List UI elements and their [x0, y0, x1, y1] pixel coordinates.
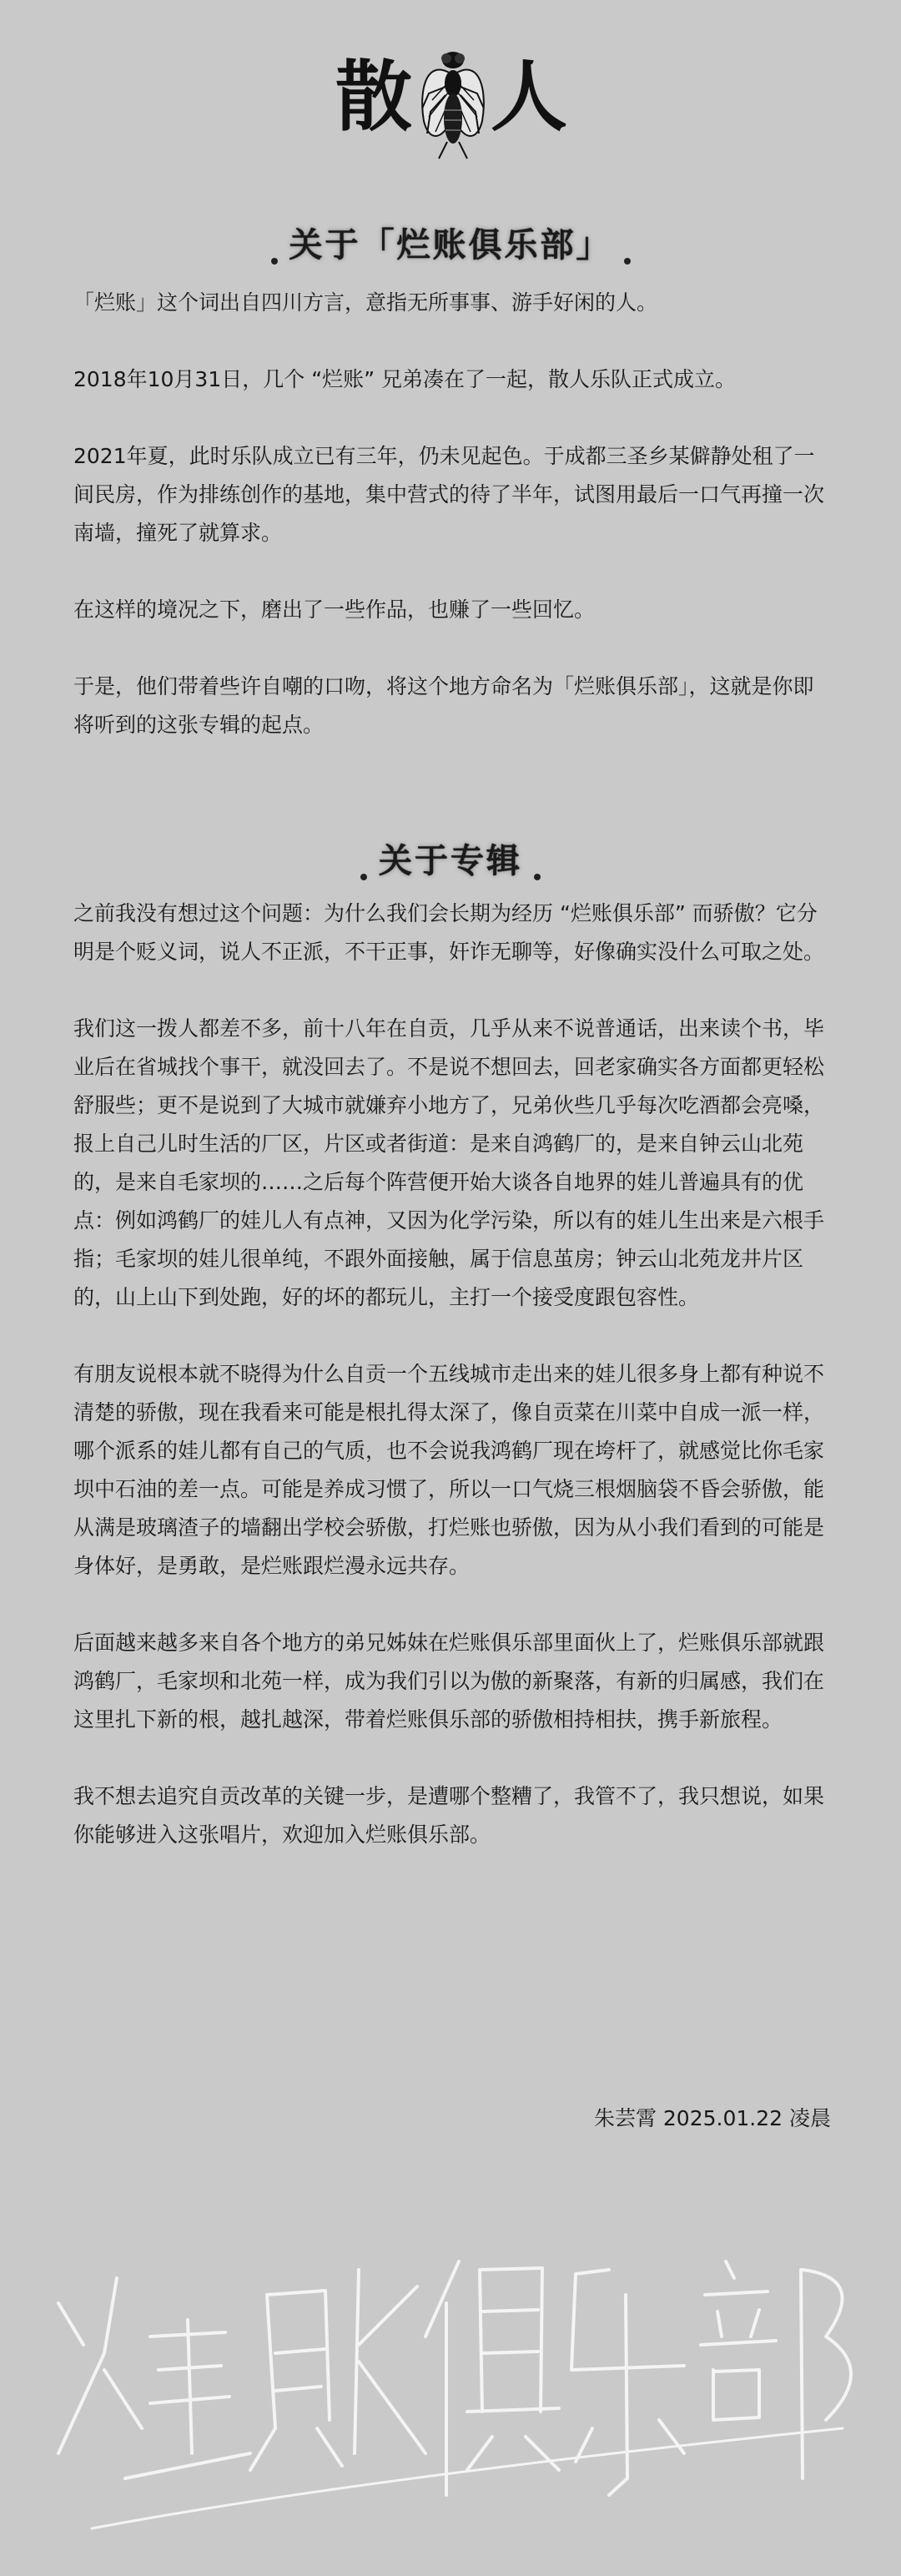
paragraph: 之前我没有想过这个问题：为什么我们会长期为经历 “烂账俱乐部” 而骄傲？它分明是个贬义词，说人不正派，不干正事，奸诈无聊等，好像确实没什么可取之处。 [73, 901, 825, 964]
paragraph: 后面越来越多来自各个地方的弟兄姊妹在烂账俱乐部里面伙上了，烂账俱乐部就跟鸿鹤厂，毛家坝和北苑一样，成为我们引以为傲的新聚落，有新的归属感，我们在这里扎下新的根，越扎越深，带着烂账俱乐部的骄傲相持相扶，携手新旅程。 [73, 1631, 825, 1732]
paragraph: 于是，他们带着些许自嘲的口吻，将这个地方命名为「烂账俱乐部」，这就是你即将听到的这张专辑的起点。 [73, 674, 814, 737]
calligraphy-artwork [25, 2178, 884, 2553]
section-heading-club [0, 219, 901, 266]
paragraph: 我们这一拨人都差不多，前十八年在自贡，几乎从来不说普通话，出来读个书，毕业后在省城找个事干，就没回去了。不是说不想回去，回老家确实各方面都更轻松舒服些；更不是说到了大城市就嫌弃小地方了，兄弟伙些几乎每次吃酒都会亮嗓，报上自己儿时生活的厂区，片区或者街道：是来自鸿鹤厂的，是来自钟云山北苑的，是来自毛家坝的……之后每个阵营便开始大谈各自地界的娃儿普遍具有的优点：例如鸿鹤厂的娃儿人有点神，又因为化学污染，所以有的娃儿生出来是六根手指；毛家坝的娃儿很单纯，不跟外面接触，属于信息茧房；钟云山北苑龙井片区的，山上山下到处跑，好的坏的都玩儿，主打一个接受度跟包容性。 [73, 1016, 825, 1309]
paragraph: 2021年夏，此时乐队成立已有三年，仍未见起色。于成都三圣乡某僻静处租了一间民房，作为排练创作的基地，集中营式的待了半年，试图用最后一口气再撞一次南墙，撞死了就算求。 [73, 444, 825, 545]
band-logo [0, 33, 901, 167]
section-heading-club-text: 关于「烂账俱乐部」 [289, 225, 612, 265]
heading-dot-left [360, 874, 367, 880]
section-heading-album [0, 834, 901, 882]
heading-dot-left [271, 258, 278, 265]
section-album-body [73, 895, 834, 1893]
logo-char-right: 人 [491, 52, 568, 142]
paragraph: 2018年10月31日，几个 “烂账” 兄弟凑在了一起，散人乐队正式成立。 [73, 367, 737, 391]
section-club-body [73, 284, 834, 783]
paragraph: 在这样的境况之下，磨出了一些作品，也赚了一些回忆。 [73, 597, 596, 622]
heading-dot-right [534, 874, 541, 880]
fly-icon [417, 42, 489, 167]
heading-dot-right [624, 258, 631, 265]
paragraph: 「烂账」这个词出自四川方言，意指无所事事、游手好闲的人。 [73, 290, 658, 315]
paragraph: 有朋友说根本就不晓得为什么自贡一个五线城市走出来的娃儿很多身上都有种说不清楚的骄傲，现在我看来可能是根扎得太深了，像自贡菜在川菜中自成一派一样，哪个派系的娃儿都有自己的气质，也不会说我鸿鹤厂现在垮杆了，就感觉比你毛家坝中石油的差一点。可能是养成习惯了，所以一口气烧三根烟脑袋不昏会骄傲，能从满是玻璃渣子的墙翻出学校会骄傲，打烂账也骄傲，因为从小我们看到的可能是身体好，是勇敢，是烂账跟烂漫永远共存。 [73, 1362, 825, 1578]
signature: 朱芸霄 2025.01.22 凌晨 [593, 2106, 831, 2130]
section-heading-album-text: 关于专辑 [379, 841, 522, 880]
logo-char-left: 散 [335, 52, 413, 142]
paragraph: 我不想去追究自贡改革的关键一步，是遭哪个整糟了，我管不了，我只想说，如果你能够进入这张唱片，欢迎加入烂账俱乐部。 [73, 1784, 825, 1847]
